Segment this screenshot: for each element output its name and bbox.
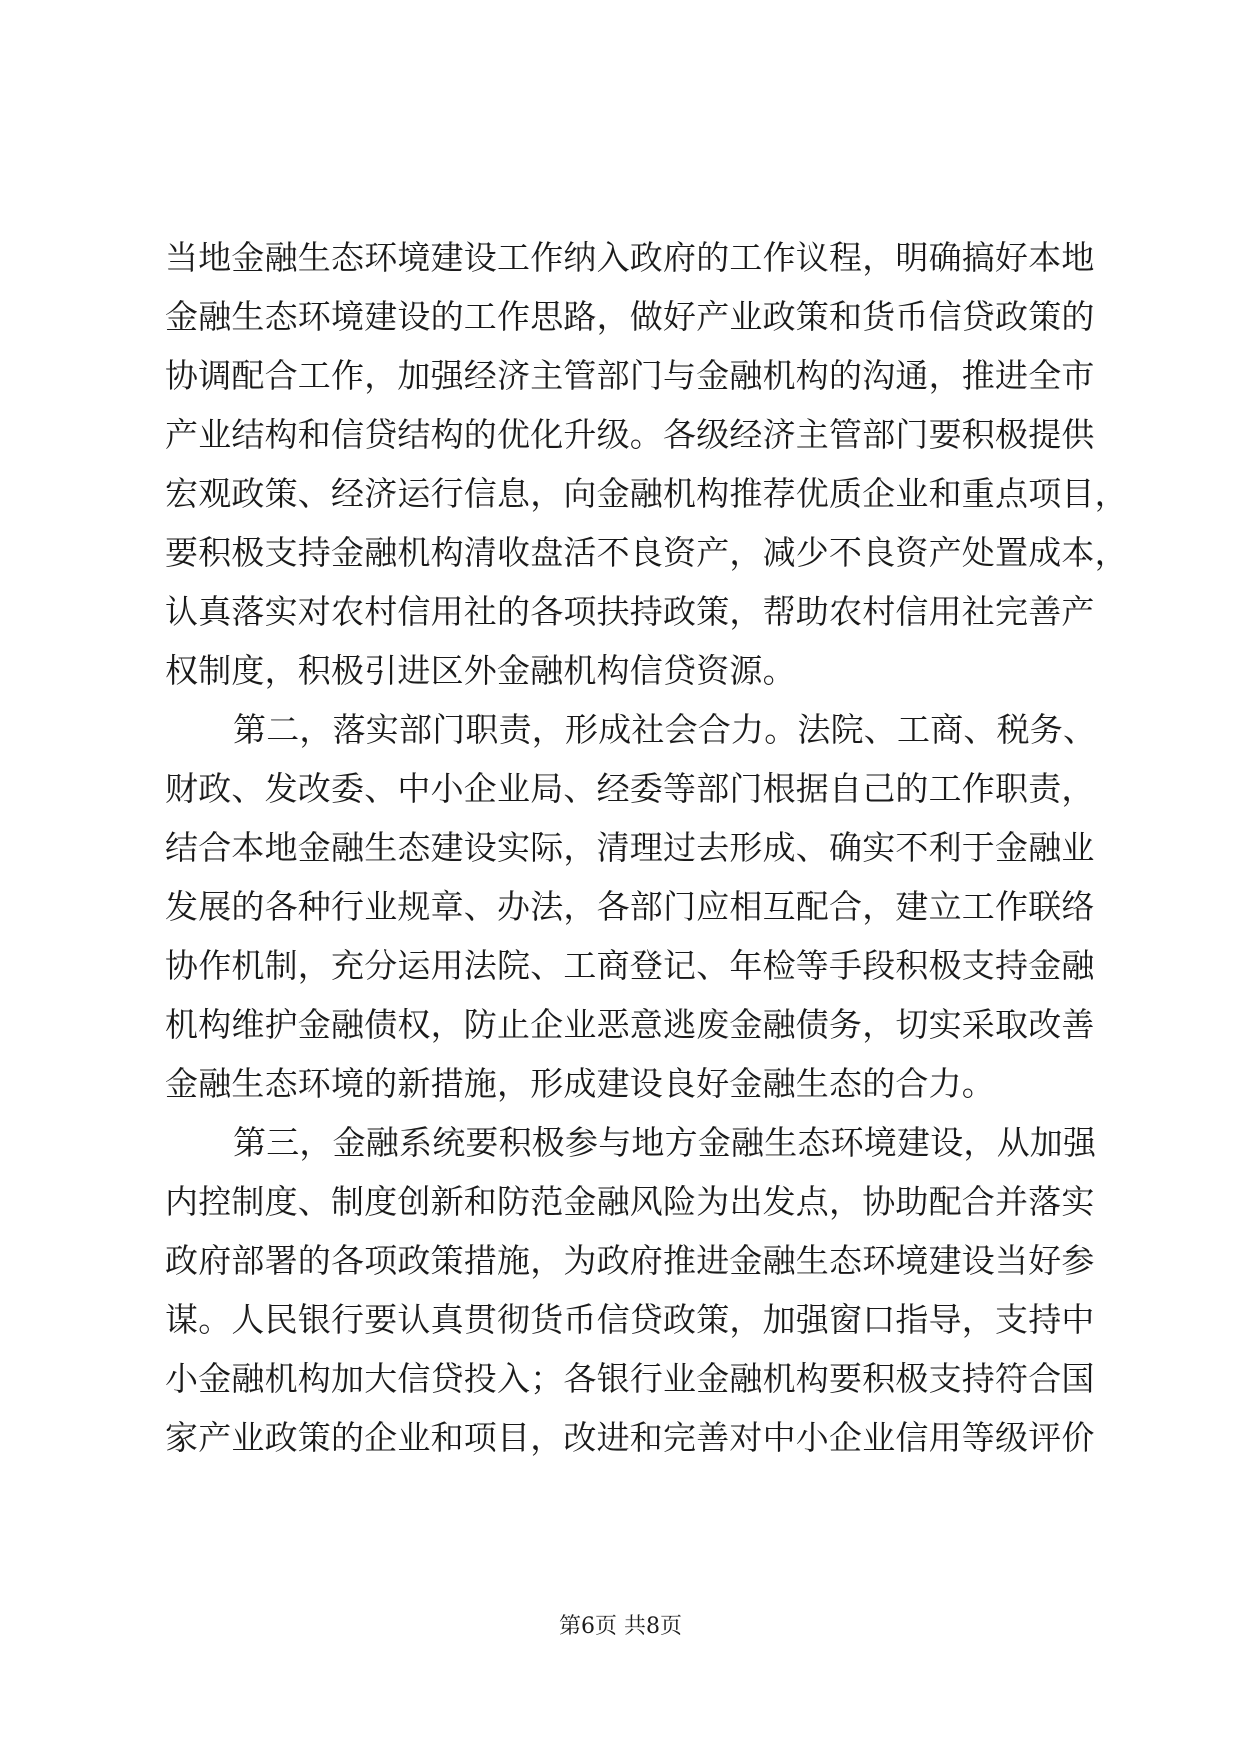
page-footer: 第6页 共8页 — [559, 1614, 682, 1639]
body-text-line: 发展的各种行业规章、办法，各部门应相互配合，建立工作联络 — [165, 887, 1095, 926]
body-text-line: 权制度，积极引进区外金融机构信贷资源。 — [165, 651, 796, 690]
paragraph-first-line: 第二，落实部门职责，形成社会合力。法院、工商、税务、 — [233, 710, 1097, 749]
body-text-line: 金融生态环境建设的工作思路，做好产业政策和货币信贷政策的 — [165, 297, 1095, 336]
body-text-line: 当地金融生态环境建设工作纳入政府的工作议程，明确搞好本地 — [165, 238, 1095, 277]
body-text-line: 谋。人民银行要认真贯彻货币信贷政策，加强窗口指导，支持中 — [165, 1300, 1095, 1339]
body-text-line: 内控制度、制度创新和防范金融风险为出发点，协助配合并落实 — [165, 1182, 1095, 1221]
body-text-line: 协调配合工作，加强经济主管部门与金融机构的沟通，推进全市 — [165, 356, 1095, 395]
body-text-line: 认真落实对农村信用社的各项扶持政策，帮助农村信用社完善产 — [165, 592, 1095, 631]
paragraph-first-line: 第三，金融系统要积极参与地方金融生态环境建设，从加强 — [233, 1123, 1097, 1162]
body-text-line: 结合本地金融生态建设实际，清理过去形成、确实不利于金融业 — [165, 828, 1095, 867]
body-text-line: 协作机制，充分运用法院、工商登记、年检等手段积极支持金融 — [165, 946, 1095, 985]
body-text-line: 政府部署的各项政策措施，为政府推进金融生态环境建设当好参 — [165, 1241, 1095, 1280]
body-text-line: 财政、发改委、中小企业局、经委等部门根据自己的工作职责， — [165, 769, 1095, 808]
body-text-line: 机构维护金融债权，防止企业恶意逃废金融债务，切实采取改善 — [165, 1005, 1095, 1044]
body-text-line: 要积极支持金融机构清收盘活不良资产，减少不良资产处置成本， — [165, 533, 1128, 572]
body-text-line: 小金融机构加大信贷投入；各银行业金融机构要积极支持符合国 — [165, 1359, 1095, 1398]
body-text-line: 家产业政策的企业和项目，改进和完善对中小企业信用等级评价 — [165, 1418, 1095, 1457]
body-text-line: 产业结构和信贷结构的优化升级。各级经济主管部门要积极提供 — [165, 415, 1095, 454]
body-text-line: 宏观政策、经济运行信息，向金融机构推荐优质企业和重点项目， — [165, 474, 1128, 513]
body-text-line: 金融生态环境的新措施，形成建设良好金融生态的合力。 — [165, 1064, 995, 1103]
